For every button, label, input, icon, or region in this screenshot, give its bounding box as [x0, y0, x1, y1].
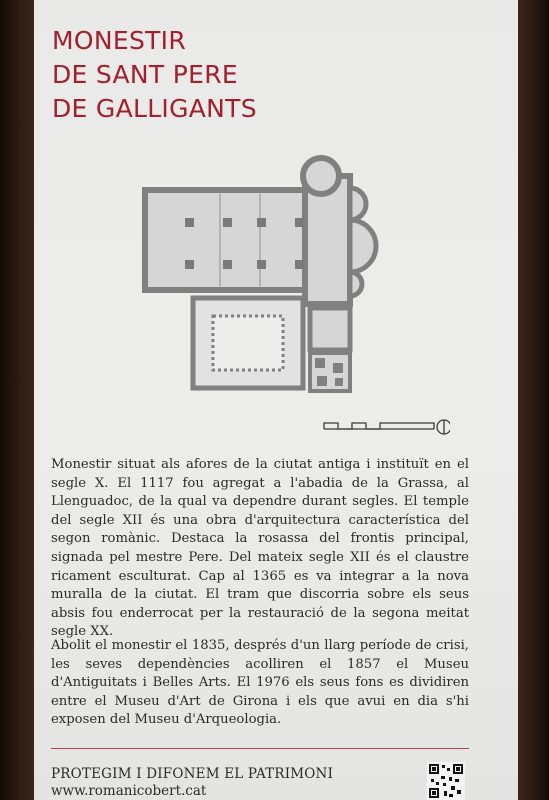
description-paragraph-2: Abolit el monestir el 1835, després d'un llarg període de crisi, les seves dependències acolliren el 1857 el Museu d'Antiguitats i Belles Arts. El 1976 els seus fons es dividiren entre el Museu d'Art de Girona i els que avui en dia s'hi exposen del Museu d'Arqueologia. — [51, 638, 469, 728]
floor-plan-icon — [105, 148, 395, 398]
footer-motto: PROTEGIM I DIFONEM EL PATRIMONI — [51, 766, 334, 782]
sign-title — [52, 24, 382, 126]
wooden-frame-right — [518, 0, 549, 800]
footer-divider — [51, 748, 469, 749]
description-paragraph-1: Monestir situat als afores de la ciutat antiga i instituït en el segle X. El 1117 fou agregat a l'abadia de la Grassa, al Llenguadoc, de la qual va dependre durant segles. El temple del segle XII és una obra d'arquitectura característica del segon romànic. Destaca la rosassa del frontis principal, signada pel mestre Pere. Del mateix segle XII és el claustre ricament esculturat. Cap al 1365 es va integrar a la nova muralla de la ciutat. El tram que discorria sobre els seus absis fou enderrocat per la restauració de la segona meitat segle XX. — [51, 457, 469, 640]
title-line-1: MONESTIR — [52, 26, 187, 55]
wooden-frame-left — [0, 0, 34, 800]
footer-website[interactable]: www.romanicobert.cat — [51, 783, 207, 799]
scale-bar-icon — [320, 413, 450, 437]
qr-code-icon[interactable] — [427, 762, 465, 800]
title-line-2: DE SANT PERE — [52, 60, 238, 89]
title-line-3: DE GALLIGANTS — [52, 94, 257, 123]
